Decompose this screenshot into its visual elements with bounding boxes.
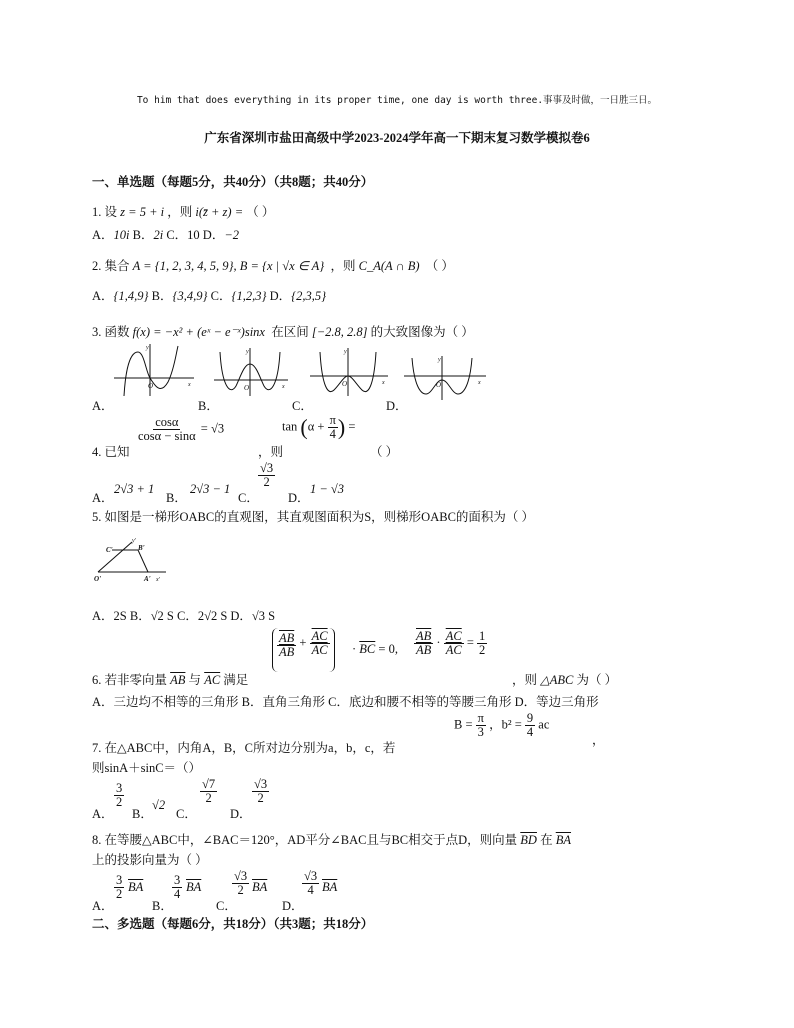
q4-opt-a-label: A．	[92, 491, 114, 505]
q8-opt-c-label: C．	[216, 899, 237, 913]
q6-tail-text: 为（ ）	[576, 673, 618, 687]
q7-opt-a-label: A．	[92, 807, 114, 821]
q6-second-condition	[414, 630, 487, 657]
q1-z: z = 5 + i	[120, 205, 165, 219]
q1-opt-a: 10i	[113, 228, 130, 242]
motto-header: To him that does everything in its proper time, one day is worth three.事事及时做，一日胜三日。	[136, 95, 658, 106]
q6-frac2-den: AC	[311, 643, 328, 658]
q7-options	[92, 776, 292, 822]
q8-opt-d-label: D．	[282, 899, 304, 913]
q7-b-label: B =	[454, 717, 473, 732]
q2-stem: 2. 集合	[92, 259, 130, 273]
q5-stem: 5. 如图是一梯形OABC的直观图，其直观图面积为S，则梯形OABC的面积为（ ）	[92, 510, 535, 524]
q2-paren: （ ）	[425, 259, 454, 273]
q5-options: A．2S B．√2 S C．2√2 S D．√3 S	[92, 609, 276, 623]
q5-point-b: B'	[138, 544, 145, 552]
section-heading-multi: 二、多选题（每题6分，共18分）（共3题；共18分）	[92, 917, 374, 931]
q7-opt-a-den: 2	[116, 795, 123, 810]
q5-axis-x: x'	[156, 577, 160, 583]
q6-condition-rest	[352, 642, 398, 657]
q8-opt-a-num: 3	[116, 873, 123, 887]
q5-point-a: A'	[144, 575, 151, 583]
q2-opt-c-label: C．	[210, 289, 232, 303]
q6-vec-bc: $\overline{BC}$	[359, 642, 376, 656]
q8-opt-a-vec: $\overline{BA}$	[128, 880, 144, 894]
q1-stem: 1. 设	[92, 205, 118, 219]
q3-graph-b-x: x	[282, 384, 285, 390]
q7-opt-c-den: 2	[205, 791, 212, 806]
q7-ac: ac	[538, 717, 550, 732]
q8-vec-bd: $\overline{BD}$	[520, 833, 537, 847]
q7-four: 4	[526, 725, 534, 740]
q7-opt-b: √2	[152, 798, 166, 812]
q4-options	[92, 461, 392, 505]
q8-line2: 上的投影向量为（ ）	[92, 853, 208, 867]
q6-with: 与	[188, 673, 202, 687]
q2-mid: ，则	[330, 259, 356, 273]
q8-opt-a-label: A．	[92, 899, 114, 913]
q3-graph-b-y: y	[246, 349, 249, 355]
q4-fraction	[136, 416, 224, 443]
q6-frac1-den: AB	[279, 645, 295, 660]
q7-opt-b-label: B．	[132, 807, 153, 821]
q3-tail: 的大致图像为（ ）	[370, 325, 474, 339]
q1-opt-b-label: B．	[132, 228, 154, 242]
q8-opt-a-den: 2	[116, 887, 123, 902]
q3-graph-c-x: x	[382, 380, 385, 386]
q3-stem: 3. 函数	[92, 325, 130, 339]
q3-graph-b	[212, 346, 290, 398]
q2-expr: C_A(A ∩ B)	[358, 259, 420, 273]
q2-sets: A = {1, 2, 3, 4, 5, 9}, B = {x | √x ∈ A}	[132, 259, 325, 273]
q8-stem	[92, 830, 571, 848]
q6-vec-ab: $\overline{AB}$	[170, 673, 186, 687]
q3-graph-b-origin: O	[244, 384, 250, 392]
q4-opt-d-label: D．	[288, 491, 310, 505]
q4-pi: π	[329, 413, 336, 427]
q3-graph-a-origin: O	[148, 382, 154, 390]
q4-opt-d: 1 − √3	[310, 482, 345, 496]
q7-pi: π	[477, 711, 484, 725]
page-title: 广东省深圳市盐田高级中学2023-2024学年高一下期末复习数学模拟卷6	[204, 131, 590, 145]
q4-opt-c-den: 2	[263, 475, 270, 490]
q8-options	[92, 866, 372, 912]
q7-stem: 7. 在△ABC中，内角A，B，C所对边分别为a，b，c，若	[92, 741, 396, 755]
q8-vec-ba: $\overline{BA}$	[555, 833, 572, 847]
q7-b2: ，b² =	[489, 717, 522, 732]
q6-tail	[512, 670, 617, 688]
q8-opt-b-vec: $\overline{BA}$	[186, 880, 202, 894]
q4-opt-c-num: √3	[260, 461, 274, 475]
q6-mid: ，则	[512, 673, 538, 687]
q7-opt-c-num: √7	[202, 777, 216, 791]
q7-opt-d-label: D．	[230, 807, 252, 821]
q1-mid: ，则	[167, 205, 193, 219]
section-heading-single: 一、单选题（每题5分，共40分）（共8题；共40分）	[92, 175, 374, 189]
q4-den: cosα − sinα	[138, 429, 196, 444]
q4-num: cosα	[155, 415, 179, 429]
q2-opt-d-label: D．	[269, 289, 292, 303]
q1-opt-cd-label: C．10 D．	[166, 228, 225, 242]
q6-eq: =	[466, 635, 474, 650]
q3-graph-a-x: x	[188, 382, 191, 388]
q4-opt-a: 2√3 + 1	[114, 482, 155, 496]
q7-comma: ，	[592, 733, 605, 747]
q8-opt-d-vec: $\overline{BA}$	[322, 880, 338, 894]
q2-opt-c: {1,2,3}	[231, 289, 267, 303]
q6-cond: 满足	[223, 673, 249, 687]
q3-label-b: B．	[198, 399, 219, 413]
q7-opt-a-num: 3	[116, 781, 123, 795]
q2-opt-a-label: A．	[92, 289, 114, 303]
q5-point-c: C'	[106, 546, 113, 554]
q7-opt-c-label: C．	[176, 807, 197, 821]
q4-opt-b-label: B．	[166, 491, 187, 505]
q2-opt-b-label: B．	[151, 289, 173, 303]
q7-nine: 9	[526, 711, 534, 725]
q3-graph-a-y: y	[146, 345, 149, 351]
q1-options	[92, 225, 239, 243]
question-2	[92, 256, 454, 274]
q4-equals: =	[348, 419, 356, 434]
q3-graph-c-y: y	[344, 349, 347, 355]
q6-plus: +	[299, 635, 307, 650]
q7-line2: 则sinA＋sinC＝（）	[92, 761, 202, 775]
q2-opt-a: {1,4,9}	[113, 289, 149, 303]
q1-opt-b: 2i	[153, 228, 164, 242]
q7-opt-d-num: √3	[254, 777, 268, 791]
q2-opt-b: {3,4,9}	[172, 289, 208, 303]
q6-frac3-num: $\overline{AB}$	[416, 629, 432, 643]
q8-in: 在	[540, 833, 553, 847]
q6-condition-bracket	[272, 628, 335, 672]
q1-paren: （ ）	[246, 205, 275, 219]
q4-mid: ，则	[258, 445, 284, 459]
question-3	[92, 322, 474, 340]
q6-frac2-num: $\overline{AC}$	[311, 629, 328, 643]
q3-graph-d-origin: O	[436, 381, 442, 389]
q6-triangle: △ABC	[540, 673, 574, 687]
q7-three: 3	[477, 725, 484, 740]
q8-opt-c-den: 2	[237, 883, 244, 898]
q3-label-c: C．	[292, 399, 313, 413]
q6-options: A．三边均不相等的三角形 B．直角三角形 C．底边和腰不相等的等腰三角形 D．等边三角形	[92, 695, 599, 709]
q7-conditions	[454, 712, 549, 739]
q3-graph-d-y: y	[438, 357, 441, 363]
q8-opt-b-label: B．	[152, 899, 173, 913]
q8-opt-c-num: √3	[234, 869, 248, 883]
q2-options	[92, 286, 326, 304]
q4-tan-label: tan	[282, 419, 298, 434]
q8-opt-d-num: √3	[304, 869, 318, 883]
q3-graph-c-origin: O	[342, 380, 348, 388]
q3-interval: [−2.8, 2.8]	[311, 325, 368, 339]
q6-frac4-den: AC	[445, 643, 462, 658]
q4-alpha: α +	[307, 419, 325, 434]
q8-opt-b-num: 3	[174, 873, 181, 887]
q6-half-den: 2	[479, 643, 486, 658]
q5-point-o: O'	[94, 575, 101, 583]
q6-dot-1: ·	[352, 642, 357, 656]
q4-paren: （ ）	[370, 445, 399, 459]
q3-graph-a	[112, 342, 196, 398]
question-1	[92, 202, 274, 220]
q8-stem-text: 8. 在等腰△ABC中，∠BAC＝120°，AD平分∠BAC且与BC相交于点D，则向量	[92, 833, 518, 847]
q6-frac4-num: $\overline{AC}$	[445, 629, 462, 643]
q8-opt-c-vec: $\overline{BA}$	[252, 880, 268, 894]
q3-label-a: A．	[92, 399, 114, 413]
q4-eq: = √3	[200, 421, 225, 436]
q3-function: f(x) = −x² + (eˣ − e⁻ˣ)sinx	[132, 325, 265, 339]
q5-axis-y: y'	[132, 538, 136, 544]
q1-opt-a-label: A．	[92, 228, 114, 242]
q8-opt-b-den: 4	[174, 887, 181, 902]
q6-half-num: 1	[479, 629, 486, 643]
q3-graph-c	[308, 346, 390, 398]
q4-opt-b: 2√3 − 1	[190, 482, 231, 496]
q6-dot-2: ·	[436, 635, 441, 650]
q7-opt-d-den: 2	[257, 791, 264, 806]
q8-opt-d-den: 4	[307, 883, 314, 898]
q4-stem: 4. 已知	[92, 445, 130, 459]
q3-graph-d	[402, 354, 488, 402]
q6-eq0: = 0,	[378, 642, 398, 656]
q2-opt-d: {2,3,5}	[291, 289, 327, 303]
q3-label-d: D．	[386, 399, 408, 413]
q5-trapezoid-figure	[92, 536, 172, 586]
q6-stem-text: 6. 若非零向量	[92, 673, 168, 687]
q1-opt-d: −2	[224, 228, 240, 242]
q6-vec-ac: $\overline{AC}$	[204, 673, 221, 687]
q6-frac3-den: AB	[416, 643, 432, 658]
q6-stem	[92, 670, 248, 688]
q1-expr: i(z̄ + z) =	[195, 205, 244, 219]
q4-tan: tan (α + $\frac{\pi}{4}$ ) =	[282, 413, 356, 442]
q3-mid: 在区间	[271, 325, 309, 339]
q6-frac1-num: $\overline{AB}$	[279, 631, 295, 645]
q4-four: 4	[329, 427, 336, 442]
q4-opt-c-label: C．	[238, 491, 259, 505]
q3-graph-d-x: x	[478, 380, 481, 386]
